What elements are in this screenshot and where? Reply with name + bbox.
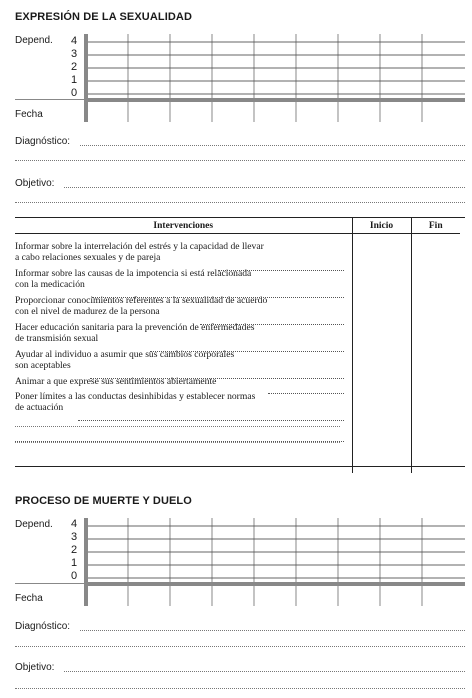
diagnostico-field-line2[interactable]: [15, 160, 465, 161]
objetivo-label: Objetivo:: [15, 178, 55, 189]
header-intervenciones: Intervenciones: [15, 218, 352, 234]
intervention-item: Poner límites a las conductas desinhibidas y establecer normas de actuación: [15, 391, 256, 413]
dependency-label: Depend.: [15, 519, 53, 530]
level-2: 2: [70, 544, 78, 556]
grid-lines: [80, 34, 465, 122]
interventions-table: [15, 218, 460, 473]
intervention-item: Informar sobre la interrelación del estrés y la capacidad de llevar a cabo relaciones sexuales y de pareja: [15, 241, 264, 263]
header-fin: Fin: [411, 218, 460, 234]
level-4: 4: [70, 35, 78, 47]
level-2: 2: [70, 61, 78, 73]
objetivo-field-line2[interactable]: [15, 688, 465, 689]
intervention-item: Proporcionar conocimientos referentes a la sexualidad de acuerdo con el nivel de madurez de la persona: [15, 295, 268, 317]
header-inicio: Inicio: [352, 218, 411, 234]
level-0: 0: [70, 570, 78, 582]
level-3: 3: [70, 48, 78, 60]
section-title-sexualidad: EXPRESIÓN DE LA SEXUALIDAD: [15, 11, 192, 23]
diagnostico-field[interactable]: [80, 145, 465, 146]
objetivo-field[interactable]: [64, 671, 465, 672]
intervention-item: Animar a que exprese sus sentimientos abiertamente: [15, 376, 217, 387]
intervention-item: Informar sobre las causas de la impotencia si está relacionada con la medicación: [15, 268, 252, 290]
fin-column[interactable]: [411, 234, 460, 474]
intervention-item: Ayudar al individuo a asumir que sus cambios corporales son aceptables: [15, 349, 235, 371]
objetivo-field-line2[interactable]: [15, 202, 465, 203]
section-title-duelo: PROCESO DE MUERTE Y DUELO: [15, 495, 192, 507]
intervention-item: Hacer educación sanitaria para la prevención de enfermedades de transmisión sexual: [15, 322, 255, 344]
objetivo-label: Objetivo:: [15, 662, 55, 673]
diagnostico-field[interactable]: [80, 630, 465, 631]
level-0: 0: [70, 87, 78, 99]
diagnostico-label: Diagnóstico:: [15, 136, 71, 147]
level-3: 3: [70, 531, 78, 543]
fecha-label: Fecha: [15, 593, 43, 604]
level-1: 1: [70, 557, 78, 569]
blank-line[interactable]: [15, 426, 340, 428]
diagnostico-label: Diagnóstico:: [15, 621, 71, 632]
blank-line[interactable]: [15, 442, 340, 444]
dependency-label: Depend.: [15, 35, 53, 46]
objetivo-field[interactable]: [64, 187, 465, 188]
diagnostico-field-line2[interactable]: [15, 646, 465, 647]
level-4: 4: [70, 518, 78, 530]
grid-lines: [80, 518, 465, 606]
inicio-column[interactable]: [352, 234, 411, 474]
level-1: 1: [70, 74, 78, 86]
fecha-label: Fecha: [15, 109, 43, 120]
